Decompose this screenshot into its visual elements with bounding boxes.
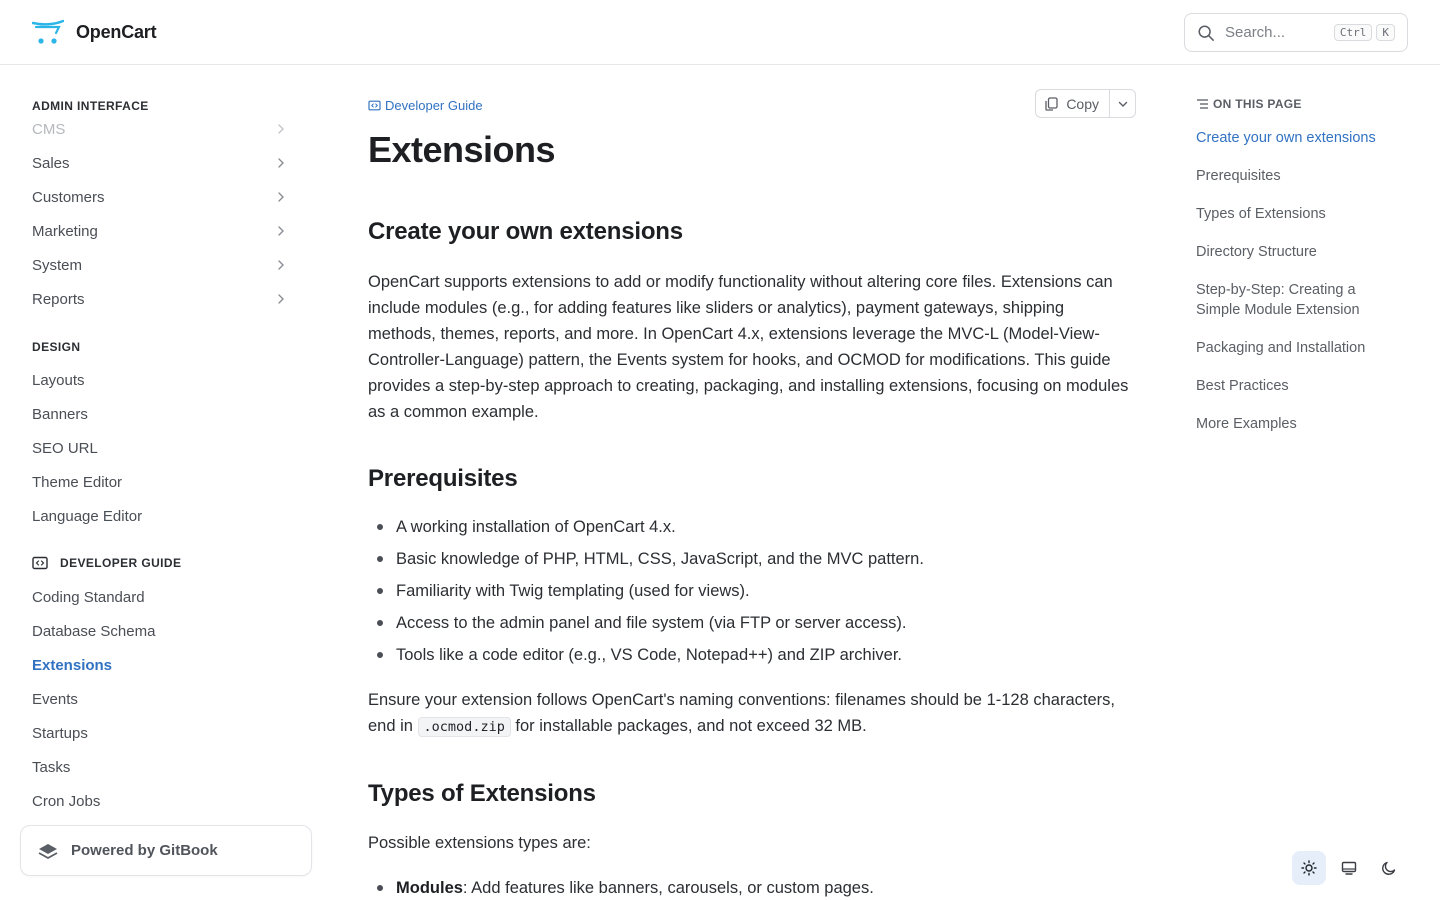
shortcut-ctrl-key: Ctrl — [1334, 24, 1373, 41]
heading-types-of-extensions: Types of Extensions — [368, 780, 596, 807]
theme-switcher — [1292, 850, 1412, 885]
search-box[interactable] — [1184, 13, 1408, 52]
sidebar-item-startups[interactable] — [32, 718, 290, 748]
code-window-icon — [368, 100, 381, 111]
sidebar-item-extensions[interactable] — [32, 650, 290, 680]
text-segment: for installable packages, and not exceed 32 MB. — [510, 717, 867, 735]
powered-by-gitbook-link[interactable] — [20, 825, 312, 876]
sidebar-item-marketing[interactable] — [32, 216, 290, 246]
sidebar-item-label: Extensions — [32, 656, 113, 674]
heading-create-your-own-extensions: Create your own extensions — [368, 218, 683, 245]
copy-label: Copy — [1066, 95, 1099, 112]
top-header — [0, 0, 1440, 65]
list-item: Access to the admin panel and file system (via FTP or server access). — [368, 612, 924, 644]
heading-prerequisites: Prerequisites — [368, 465, 518, 492]
sidebar-item-label: Database Schema — [32, 622, 156, 640]
list-item — [368, 877, 874, 900]
sidebar-item-database-schema[interactable] — [32, 616, 290, 646]
search-placeholder: Search... — [1225, 24, 1286, 41]
toc-title — [1196, 97, 1302, 111]
sidebar-section-developer-guide — [32, 556, 181, 570]
sidebar-item-label: SEO URL — [32, 439, 98, 457]
sidebar-item-cms[interactable] — [32, 114, 290, 144]
cart-logo-icon — [32, 18, 64, 46]
sidebar-item-label: Marketing — [32, 222, 98, 240]
text-segment: Ensure your extension follows OpenCart's naming conventions: filenames should be 1-128 characters, end in — [368, 691, 1115, 735]
sidebar-item-label: Customers — [32, 188, 105, 206]
sidebar-item-system[interactable] — [32, 250, 290, 280]
list-item: Tools like a code editor (e.g., VS Code, Notepad++) and ZIP archiver. — [368, 644, 924, 676]
chevron-right-icon — [274, 156, 288, 170]
types-list — [368, 877, 874, 900]
toc-item-create-your-own-extensions[interactable]: Create your own extensions — [1196, 130, 1376, 146]
sidebar-item-label: Theme Editor — [32, 473, 123, 491]
page-title: Extensions — [368, 129, 556, 170]
copy-page-button[interactable] — [1036, 90, 1110, 117]
types-intro-paragraph: Possible extensions types are: — [368, 834, 591, 852]
sidebar-item-seo-url[interactable] — [32, 433, 290, 463]
chevron-right-icon — [274, 122, 288, 136]
system-theme-button[interactable] — [1332, 851, 1366, 885]
sidebar-item-layouts[interactable] — [32, 365, 290, 395]
breadcrumb[interactable] — [368, 98, 483, 113]
sun-icon — [1301, 860, 1317, 876]
sidebar-item-label: Events — [32, 690, 78, 708]
sidebar-item-reports[interactable] — [32, 284, 290, 314]
sidebar-item-events[interactable] — [32, 684, 290, 714]
toc-item-packaging-and-installation[interactable]: Packaging and Installation — [1196, 340, 1366, 356]
sidebar-item-theme-editor[interactable] — [32, 467, 290, 497]
sidebar-item-label: Layouts — [32, 371, 85, 389]
inline-code: .ocmod.zip — [418, 717, 511, 737]
monitor-icon — [1341, 860, 1357, 876]
shortcut-k-key: K — [1376, 24, 1395, 41]
moon-icon — [1381, 860, 1397, 876]
toc-item-directory-structure[interactable]: Directory Structure — [1196, 244, 1317, 260]
list-item: Familiarity with Twig templating (used for views). — [368, 580, 924, 612]
intro-paragraph: OpenCart supports extensions to add or modify functionality without altering core files. Extensions can include modules (e.g., for adding features like sliders or analytics), payment gateways, shipping methods, themes, reports, and more. In OpenCart 4.x, extensions leverage the MVC-L (Model-View-Controller-Language) pattern, the Events system for hooks, and OCMOD for modifications. This guide provides a step-by-step approach to creating, packaging, and installing extensions, focusing on modules as a common example. — [368, 273, 1129, 421]
sidebar-item-banners[interactable] — [32, 399, 290, 429]
toc-title-label: ON THIS PAGE — [1213, 97, 1302, 111]
sidebar-section-admin-interface: ADMIN INTERFACE — [32, 99, 149, 113]
list-item-strong: Modules — [396, 879, 463, 897]
dark-theme-button[interactable] — [1372, 851, 1406, 885]
copy-page-group — [1035, 89, 1136, 118]
sidebar-item-label: Language Editor — [32, 507, 143, 525]
chevron-down-icon — [1117, 98, 1129, 110]
toc-item-more-examples[interactable]: More Examples — [1196, 416, 1297, 432]
list-item-text: : Add features like banners, carousels, or custom pages. — [462, 879, 874, 897]
brand-name: OpenCart — [76, 21, 157, 42]
list-item: A working installation of OpenCart 4.x. — [368, 516, 924, 548]
prerequisites-list — [368, 516, 924, 676]
sidebar-item-language-editor[interactable] — [32, 501, 290, 531]
brand-logo-link[interactable] — [32, 18, 156, 46]
list-icon — [1196, 98, 1209, 110]
sidebar-item-label: CMS — [32, 120, 66, 138]
sidebar-item-coding-standard[interactable] — [32, 582, 290, 612]
chevron-right-icon — [274, 258, 288, 272]
chevron-right-icon — [274, 224, 288, 238]
toc-item-prerequisites[interactable]: Prerequisites — [1196, 168, 1281, 184]
toc-item-types-of-extensions[interactable]: Types of Extensions — [1196, 206, 1326, 222]
sidebar-section-label: DEVELOPER GUIDE — [60, 556, 182, 570]
sidebar-item-label: Tasks — [32, 758, 71, 776]
copy-icon — [1045, 97, 1058, 111]
search-icon — [1197, 24, 1215, 42]
left-sidebar — [0, 65, 320, 900]
copy-options-dropdown[interactable] — [1110, 90, 1135, 117]
sidebar-item-cron-jobs[interactable] — [32, 786, 290, 816]
sidebar-item-label: Cron Jobs — [32, 792, 101, 810]
sidebar-item-label: Sales — [32, 154, 70, 172]
naming-conventions-paragraph — [368, 687, 1136, 740]
code-window-icon — [32, 556, 48, 570]
light-theme-button[interactable] — [1292, 851, 1326, 885]
toc-item-step-by-step[interactable]: Step-by-Step: Creating a Simple Module Extension — [1196, 282, 1360, 318]
sidebar-item-customers[interactable] — [32, 182, 290, 212]
chevron-right-icon — [274, 190, 288, 204]
sidebar-item-label: Banners — [32, 405, 88, 423]
sidebar-item-label: Reports — [32, 290, 85, 308]
powered-by-label: Powered by GitBook — [71, 842, 218, 859]
list-item: Basic knowledge of PHP, HTML, CSS, JavaScript, and the MVC pattern. — [368, 548, 924, 580]
sidebar-item-label: System — [32, 256, 83, 274]
gitbook-logo-icon — [37, 841, 59, 861]
sidebar-item-sales[interactable] — [32, 148, 290, 178]
sidebar-item-label: Startups — [32, 724, 88, 742]
sidebar-item-tasks[interactable] — [32, 752, 290, 782]
breadcrumb-label: Developer Guide — [385, 98, 483, 113]
sidebar-section-design: DESIGN — [32, 340, 81, 354]
sidebar-item-label: Coding Standard — [32, 588, 145, 606]
toc-item-best-practices[interactable]: Best Practices — [1196, 378, 1289, 394]
chevron-right-icon — [274, 292, 288, 306]
main-content — [368, 65, 1136, 900]
